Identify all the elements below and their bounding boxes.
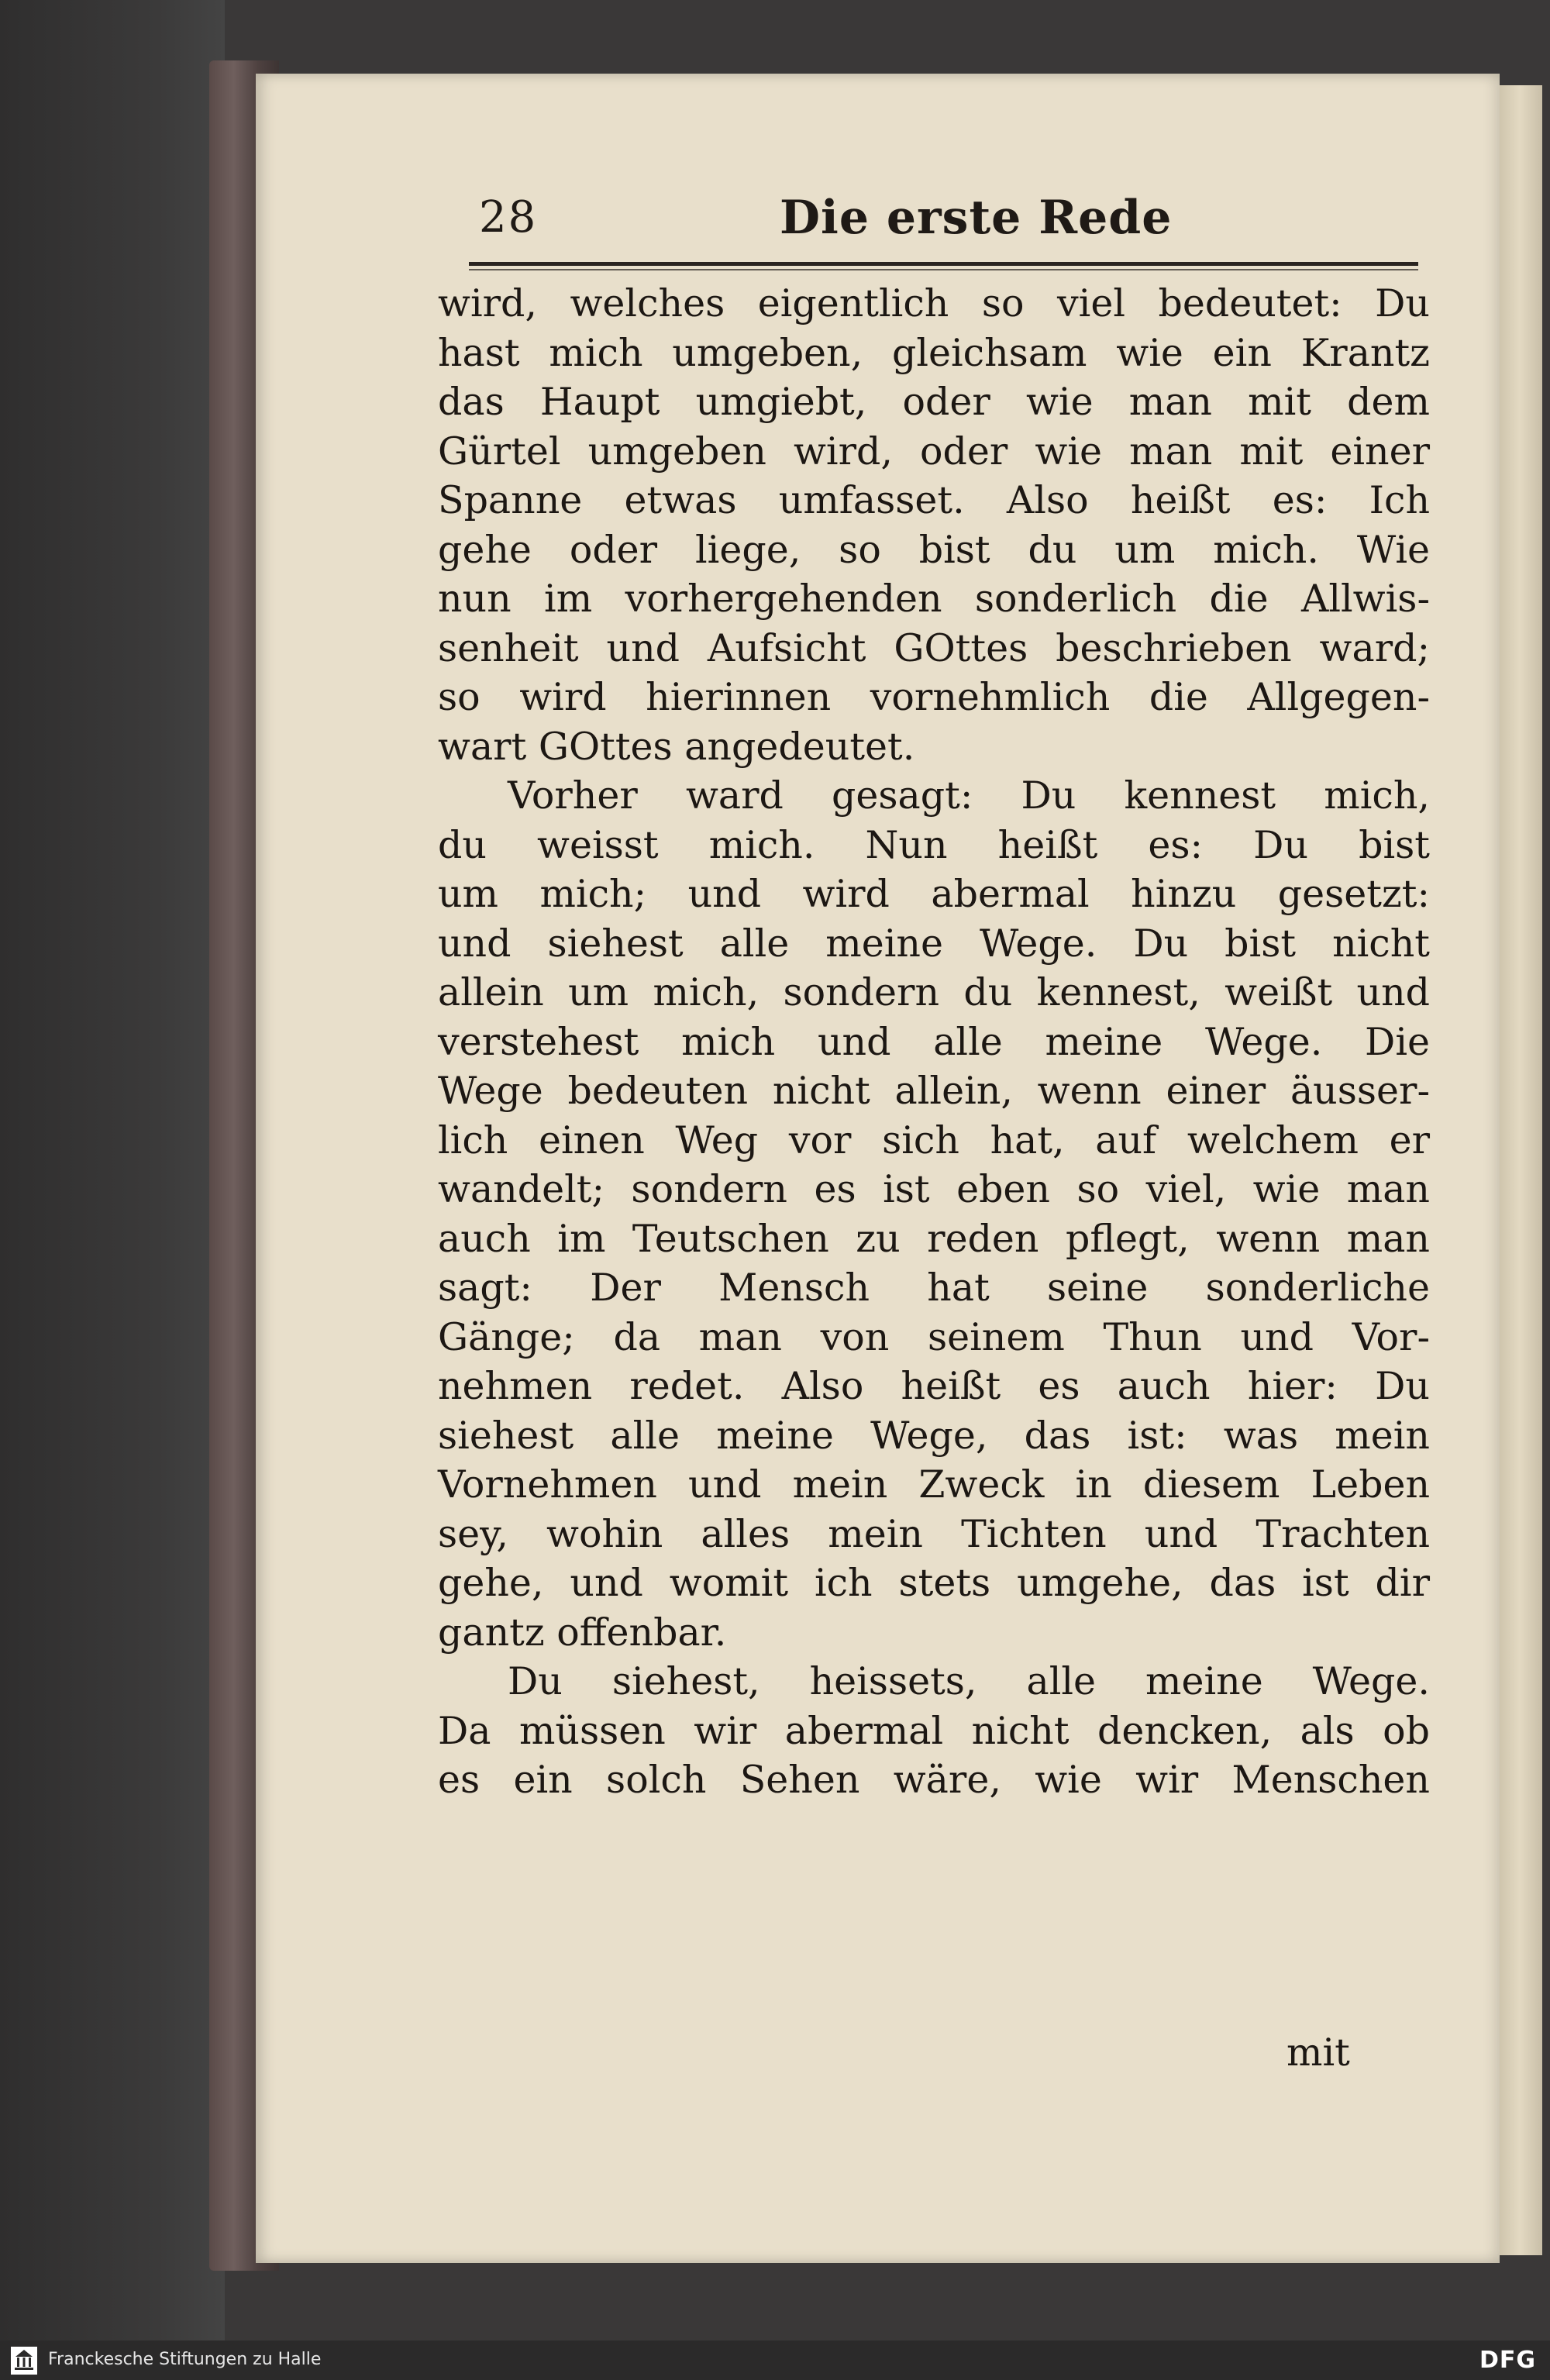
header-rule-thin xyxy=(469,269,1418,270)
text-line: wart GOttes angedeutet. xyxy=(438,724,915,769)
text-line: wandelt; sondern es ist eben so viel, wie man xyxy=(438,1167,1430,1211)
catchword: mit xyxy=(1286,2030,1350,2075)
body-text xyxy=(438,279,1430,1805)
paragraph-3 xyxy=(438,1657,1430,1805)
paragraph-1 xyxy=(438,279,1430,771)
page-header xyxy=(479,186,1418,263)
text-line: wird, welches eigentlich so viel bedeutet: Du xyxy=(438,281,1430,325)
text-line: und siehest alle meine Wege. Du bist nicht xyxy=(438,921,1430,966)
text-line: lich einen Weg vor sich hat, auf welchem er xyxy=(438,1118,1430,1162)
text-line: allein um mich, sondern du kennest, weißt und xyxy=(438,970,1430,1014)
text-line: senheit und Aufsicht GOttes beschrieben ward; xyxy=(438,625,1430,670)
text-line: auch im Teutschen zu reden pflegt, wenn man xyxy=(438,1216,1430,1261)
text-line: siehest alle meine Wege, das ist: was mein xyxy=(438,1413,1430,1458)
text-line: nun im vorhergehenden sonderlich die Allwis- xyxy=(438,577,1430,621)
text-line: Gänge; da man von seinem Thun und Vor- xyxy=(438,1314,1430,1359)
paragraph-2 xyxy=(438,771,1430,1657)
background-left xyxy=(0,0,225,2340)
text-line: Vorher ward gesagt: Du kennest mich, xyxy=(508,773,1430,818)
text-line: Da müssen wir abermal nicht dencken, als ob xyxy=(438,1708,1430,1753)
text-line: verstehest mich und alle meine Wege. Die xyxy=(438,1019,1430,1064)
page-number: 28 xyxy=(479,192,538,243)
text-line: du weisst mich. Nun heißt es: Du bist xyxy=(438,822,1430,867)
text-line: nehmen redet. Also heißt es auch hier: Du xyxy=(438,1364,1430,1408)
text-line: hast mich umgeben, gleichsam wie ein Krantz xyxy=(438,330,1430,375)
footer-institution: Franckesche Stiftungen zu Halle xyxy=(48,2350,322,2369)
text-line: gehe, und womit ich stets umgehe, das ist dir xyxy=(438,1561,1430,1605)
text-line: Spanne etwas umfasset. Also heißt es: Ich xyxy=(438,478,1430,522)
text-line: sagt: Der Mensch hat seine sonderliche xyxy=(438,1266,1430,1310)
text-line: Wege bedeuten nicht allein, wenn einer äusser- xyxy=(438,1069,1430,1113)
text-line: es ein solch Sehen wäre, wie wir Menschen xyxy=(438,1758,1430,1802)
text-line: Gürtel umgeben wird, oder wie man mit einer xyxy=(438,429,1430,474)
text-line: Du siehest, heissets, alle meine Wege. xyxy=(508,1659,1430,1703)
footer-dfg-logo: DFG xyxy=(1479,2347,1536,2374)
footer-bar xyxy=(0,2340,1550,2380)
header-rule xyxy=(469,262,1418,266)
text-line: das Haupt umgiebt, oder wie man mit dem xyxy=(438,380,1430,424)
text-line: Vornehmen und mein Zweck in diesem Leben xyxy=(438,1462,1430,1507)
text-line: um mich; und wird abermal hinzu gesetzt: xyxy=(438,872,1430,916)
institution-logo-icon xyxy=(11,2347,37,2375)
text-line: sey, wohin alles mein Tichten und Trachten xyxy=(438,1511,1430,1556)
text-line: gehe oder liege, so bist du um mich. Wie xyxy=(438,527,1430,572)
background-right xyxy=(1542,0,1550,2340)
text-line: gantz offenbar. xyxy=(438,1610,727,1655)
text-line: so wird hierinnen vornehmlich die Allgegen- xyxy=(438,675,1430,719)
running-head: Die erste Rede xyxy=(780,191,1173,245)
